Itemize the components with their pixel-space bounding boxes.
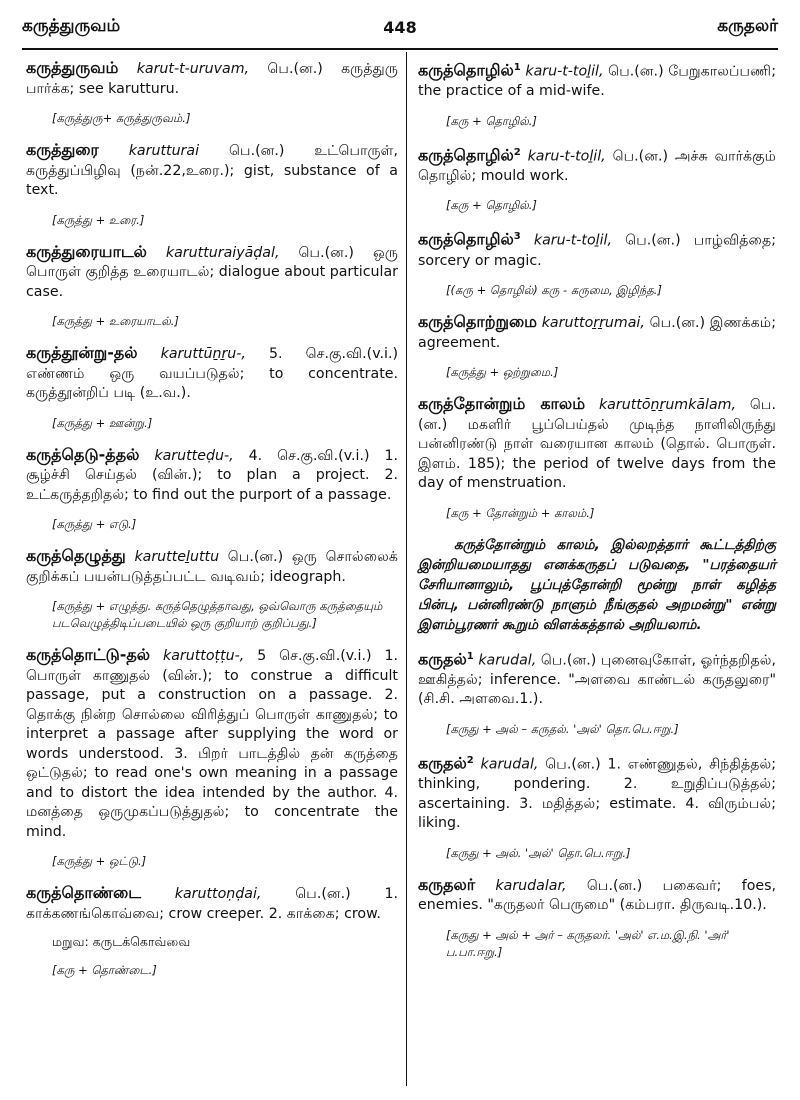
dictionary-entry: [26, 645, 398, 842]
headword: கருத்தொழில்: [418, 145, 514, 165]
transliteration: karuttoṭṭu-,: [162, 648, 245, 664]
page-header: [22, 16, 778, 44]
headword: கருத்தெடு-த்தல்: [26, 444, 140, 464]
transliteration: karutturai: [128, 143, 200, 159]
headword: கருதல்: [418, 649, 467, 669]
column-divider: [406, 52, 407, 1086]
definition: பெ.(ன.) ஒரு சொல்லைக் குறிக்கப் பயன்படுத்தப்பட்ட வடிவம்; ideograph.: [26, 549, 398, 585]
homonym-number: 3: [513, 231, 521, 243]
homonym-number: 1: [466, 650, 474, 662]
definition: பெ.(ன.) பேறுகாலப்பணி; the practice of a mid-wife.: [418, 63, 776, 100]
transliteration: karuttoṇḍai,: [174, 886, 262, 902]
transliteration: karudal,: [480, 756, 539, 773]
etymology: [கருத்து + ஒட்டு.]: [52, 854, 147, 868]
dictionary-entry: [418, 751, 776, 834]
headword: கருதல்: [418, 753, 467, 773]
etymology: [கருத்து + எழுத்து. கருத்தெழுத்தாவது, ஒவ்வொரு கருத்தையும் படவெழுத்திடிப்படையில் ஒரு குறியாற் குறிப்பது.]: [52, 599, 383, 630]
headword: கருத்துரையாடல்: [26, 241, 147, 261]
explanatory-note: கருத்தோன்றும் காலம், இல்லறத்தார் கூட்டத்திற்கு இன்றியமையாதது எனக்கருதப் படுவதை, "பரத்தையர் சேரியானாலும், பூப்புத்தோன்றி மூன்று நாள் கழித்த பின்பு, பன்னிரண்டு நாளும் நீங்குதல் அறமன்று" என்று இளம்பூரணர் கூறும் விளக்கத்தால் அறியலாம்.: [418, 536, 776, 633]
definition: பெ.(ன.) உட்பொருள், கருத்துப்பிழிவு (நன்.22,உரை.); gist, substance of a text.: [26, 143, 398, 198]
headword: கருத்தொழில்: [418, 230, 514, 250]
definition: பெ.(ன.) ஒரு பொருள் குறித்த உரையாடல்; dialogue about particular case.: [26, 244, 398, 300]
etymology: [கரு + தொழில்.]: [446, 198, 537, 213]
etymology: [கருத்து + ஊன்று.]: [52, 415, 153, 430]
transliteration: karu-t-toḻil,: [527, 148, 606, 165]
dictionary-entry: [26, 883, 398, 924]
transliteration: karu-t-toḻil,: [533, 233, 612, 250]
transliteration: karuttōṉṟumkālam,: [598, 397, 737, 414]
headword: கருத்தொண்டை: [26, 883, 141, 902]
transliteration: karudal,: [478, 652, 537, 669]
etymology: [கருத்து + உரை.]: [52, 212, 145, 227]
etymology: [கருத்து + உரையாடல்.]: [52, 314, 179, 328]
headword: கருத்தூன்று-தல்: [26, 343, 138, 362]
homonym-number: 1: [513, 62, 521, 73]
dictionary-entry: [418, 143, 776, 187]
etymology: [கருது + அல் + அர் – கருதலர். 'அல்' எ.ம.இ.நி. 'அர்' ப.பா.ஈறு.]: [446, 927, 730, 959]
etymology: [கருத்து + ஒற்றுமை.]: [446, 365, 559, 380]
header-right-guideword: கருதலர்: [717, 16, 778, 36]
dictionary-entry: [418, 394, 776, 494]
dictionary-entry: [26, 58, 398, 99]
transliteration: karutturaiyāḍal,: [165, 244, 280, 261]
header-left-guideword: கருத்துருவம்: [22, 16, 121, 36]
definition: 4. செ.கு.வி.(v.i.) 1. சூழ்ச்சி செய்தல் (வின்.); to plan a project. 2. உட்கருத்தறிதல்; to find out the purport of a passage.: [26, 447, 398, 503]
dictionary-entry: [26, 445, 398, 506]
synonym-note: மறுவ: கருடக்கொவ்வை: [52, 934, 191, 949]
etymology: [கரு + தோன்றும் + காலம்.]: [446, 505, 595, 520]
etymology: [கருது + அல் – கருதல். 'அல்' தொ.பெ.ஈறு.]: [446, 721, 679, 736]
headword: கருத்தொழில்: [418, 60, 514, 80]
definition: பெ.(ன.) மகளிர் பூப்பெய்தல் முடிந்த நாளிலிருந்து பன்னிரண்டு நாள் வரையான காலம் (தொல். பொருள். இளம். 185); the period of twelve days from the day of menstruation.: [418, 397, 777, 492]
dictionary-entry: [26, 242, 398, 303]
dictionary-entry: [418, 875, 776, 916]
headword: கருத்துரை: [26, 140, 99, 159]
transliteration: karutteḻuttu: [134, 549, 220, 565]
transliteration: karuttoṟṟumai,: [541, 315, 645, 332]
dictionary-entry: [418, 647, 776, 710]
headword: கருத்தொட்டு-தல்: [26, 645, 151, 664]
header-rule: [22, 48, 778, 50]
headword: கருத்தொற்றுமை: [418, 312, 537, 332]
dictionary-entry: [418, 58, 776, 102]
left-column: [26, 58, 398, 992]
dictionary-entry: [26, 546, 398, 587]
definition: பெ.(ன.) அச்சு வார்க்கும் தொழில்; mould work.: [418, 148, 777, 184]
homonym-number: 2: [513, 146, 521, 158]
page-number: 448: [383, 18, 417, 37]
right-column: [418, 58, 776, 974]
homonym-number: 2: [466, 754, 474, 766]
dictionary-entry: [418, 227, 776, 271]
dictionary-entry: [26, 343, 398, 404]
etymology: [கருது + அல். 'அல்' தொ.பெ.ஈறு.]: [446, 845, 631, 860]
transliteration: karutteḍu-,: [154, 447, 234, 464]
etymology: [(கரு + தொழில்) கரு - கருமை, இழிந்த.]: [446, 283, 662, 298]
etymology: [கரு + தொழில்.]: [446, 113, 537, 128]
definition: பெ.(ன.) புனைவுகோள், ஓர்ந்தறிதல், ஊகித்தல்; inference. "அளவை காண்டல் கருதலுரை" (சி.சி. அளவை.1.).: [418, 652, 777, 708]
transliteration: karudalar,: [495, 877, 567, 894]
dictionary-entry: [418, 312, 776, 353]
definition: பெ.(ன.) பாழ்வித்தை; sorcery or magic.: [418, 233, 776, 269]
transliteration: karu-t-toḻil,: [525, 63, 604, 80]
headword: கருத்துருவம்: [26, 58, 119, 77]
definition: பெ.(ன.) பகைவர்; foes, enemies. "கருதலர் பெருமை" (கம்பரா. திருவடி.10.).: [418, 877, 776, 914]
definition: பெ.(ன.) 1. காக்கணங்கொவ்வை; crow creeper. 2. காக்கை; crow.: [26, 886, 399, 922]
definition: பெ.(ன.) இணக்கம்; agreement.: [418, 315, 776, 351]
transliteration: karut-t-uruvam,: [136, 61, 250, 77]
etymology: [கருத்துரு+ கருத்துருவம்.]: [52, 111, 191, 125]
etymology: [கருத்து + எடு.]: [52, 517, 137, 531]
definition: 5 செ.கு.வி.(v.i.) 1. பொருள் காணுதல் (வின்.); to construe a difficult passage, put a construction on a passage. 2. தொக்கு நின்ற சொல்லை விரித்துப் பொருள் காணுதல்; to interpret a passage after supplying the word or words understood. 3. பிறர் பாடத்தில் தன் கருத்தை ஒட்டுதல்; to read one's own meaning in a passage and to distort the idea intended by the author. 4. மனத்தை ஒருமுகப்படுத்துதல்; to concentrate the mind.: [26, 648, 398, 840]
transliteration: karuttūṉṟu-,: [160, 346, 246, 362]
etymology: [கரு + தொண்டை.]: [52, 963, 157, 977]
definition: பெ.(ன.) கருத்துரு பார்க்க; see karutturu.: [26, 61, 399, 97]
definition: 5. செ.கு.வி.(v.i.) எண்ணம் ஒரு வயப்படுதல்; to concentrate. கருத்தூன்றிப் படி (உ.வ.).: [26, 346, 398, 401]
headword: கருதலர்: [418, 874, 476, 894]
headword: கருத்தோன்றும் காலம்: [418, 394, 586, 414]
definition: பெ.(ன.) 1. எண்ணுதல், சிந்தித்தல்; thinking, pondering. 2. உறுதிப்படுத்தல்; ascertaining. 3. மதித்தல்; estimate. 4. விரும்பல்; liking.: [418, 756, 777, 832]
dictionary-entry: [26, 140, 398, 201]
headword: கருத்தெழுத்து: [26, 546, 126, 565]
